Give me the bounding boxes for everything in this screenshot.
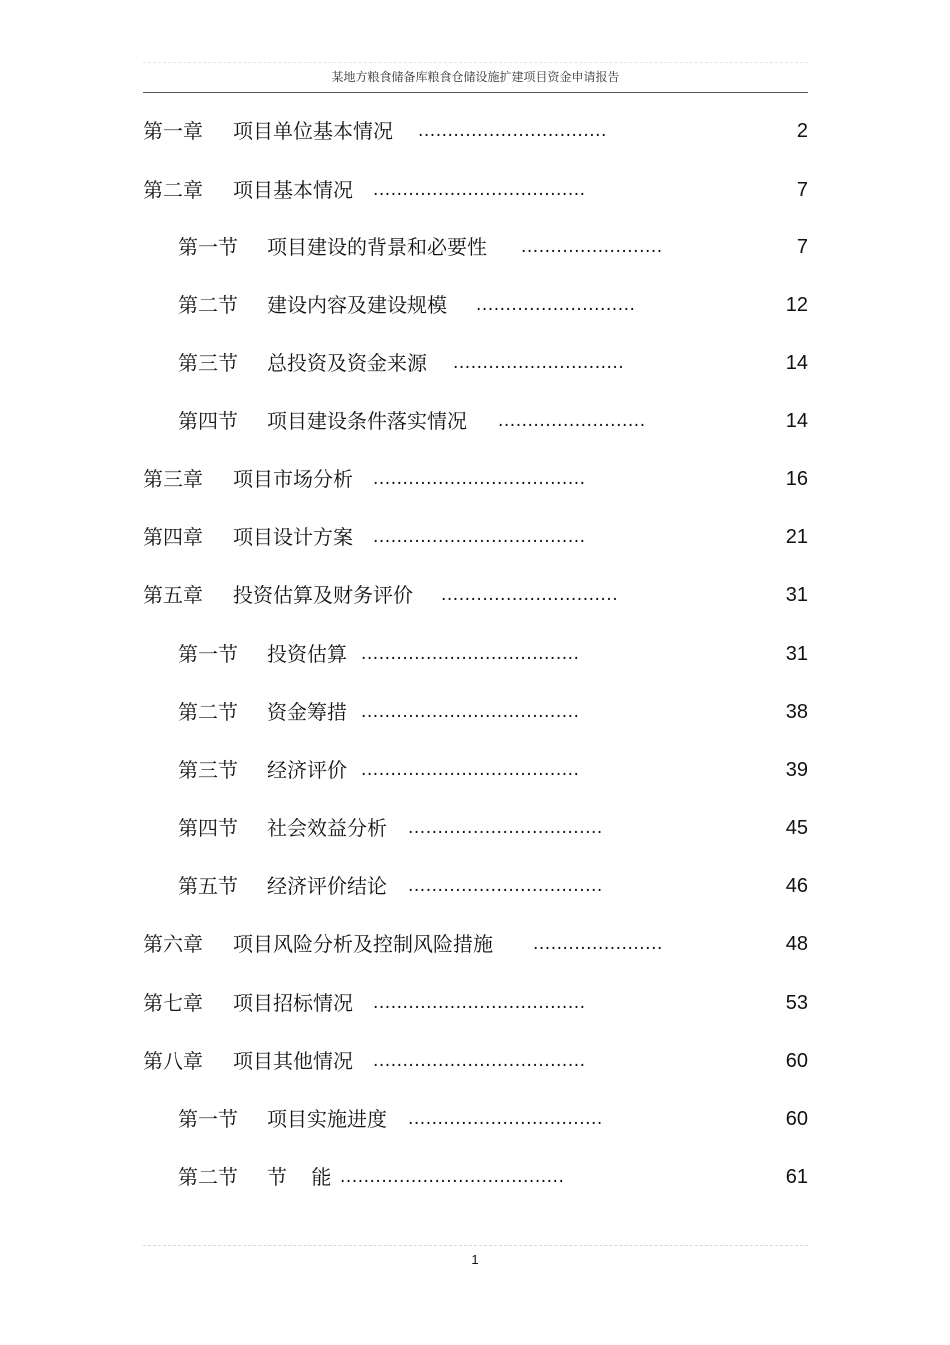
toc-entry-title: 项目基本情况 bbox=[233, 178, 353, 202]
toc-entry-page: 61 bbox=[785, 1166, 808, 1188]
toc-entry-leader: .................................... bbox=[373, 1051, 586, 1071]
toc-entry-leader: ...................... bbox=[533, 934, 663, 954]
toc-entry-page: 7 bbox=[796, 236, 808, 258]
toc-entry-leader: ................................. bbox=[408, 876, 603, 896]
toc-entry-leader: ........................ bbox=[521, 237, 663, 257]
toc-entry-leader: .............................. bbox=[441, 585, 619, 605]
toc-entry-number: 第一章 bbox=[143, 119, 203, 143]
toc-entry-leader: .................................... bbox=[373, 527, 586, 547]
toc-entry-leader: ...................................... bbox=[340, 1167, 565, 1187]
toc-entry-number: 第三节 bbox=[178, 758, 238, 782]
toc-entry-number: 第一节 bbox=[178, 1107, 238, 1131]
footer-rule bbox=[143, 1245, 808, 1246]
toc-entry-leader: .................................... bbox=[373, 993, 586, 1013]
toc-entry-title: 项目风险分析及控制风险措施 bbox=[233, 932, 493, 956]
toc-entry-number: 第二节 bbox=[178, 700, 238, 724]
toc-entry-leader: ................................. bbox=[408, 1109, 603, 1129]
toc-entry[interactable] bbox=[143, 406, 808, 436]
toc-entry-title: 投资估算 bbox=[267, 642, 347, 666]
toc-entry-title: 经济评价 bbox=[267, 758, 347, 782]
toc-entry-title: 项目单位基本情况 bbox=[233, 119, 393, 143]
toc-entry-title: 项目设计方案 bbox=[233, 525, 353, 549]
toc-entry[interactable] bbox=[143, 464, 808, 494]
toc-entry[interactable] bbox=[143, 232, 808, 262]
toc-entry-page: 7 bbox=[796, 179, 808, 201]
page-number: 1 bbox=[471, 1252, 479, 1267]
toc-entry[interactable] bbox=[143, 988, 808, 1018]
toc-entry-number: 第七章 bbox=[143, 991, 203, 1015]
toc-entry[interactable] bbox=[143, 755, 808, 785]
toc-entry-leader: ......................... bbox=[498, 411, 646, 431]
toc-entry[interactable] bbox=[143, 290, 808, 320]
toc-entry[interactable] bbox=[143, 1046, 808, 1076]
running-header: 某地方粮食储备库粮食仓储设施扩建项目资金申请报告 bbox=[331, 70, 620, 84]
toc-entry-page: 53 bbox=[785, 992, 808, 1014]
toc-entry-page: 12 bbox=[785, 294, 808, 316]
toc-entry-leader: ................................. bbox=[408, 818, 603, 838]
toc-entry-page: 14 bbox=[785, 410, 808, 432]
toc-entry[interactable] bbox=[143, 522, 808, 552]
toc-entry-page: 60 bbox=[785, 1050, 808, 1072]
toc-entry-number: 第四章 bbox=[143, 525, 203, 549]
toc-entry-number: 第二章 bbox=[143, 178, 203, 202]
toc-entry-title: 节 能 bbox=[267, 1165, 332, 1189]
toc-entry-number: 第四节 bbox=[178, 816, 238, 840]
toc-entry-title: 项目建设条件落实情况 bbox=[267, 409, 467, 433]
toc-entry-leader: ................................ bbox=[418, 121, 607, 141]
toc-entry-page: 31 bbox=[785, 584, 808, 606]
toc-entry-leader: ............................. bbox=[453, 353, 625, 373]
toc-entry-page: 14 bbox=[785, 352, 808, 374]
toc-entry-number: 第三章 bbox=[143, 467, 203, 491]
toc-entry-title: 项目招标情况 bbox=[233, 991, 353, 1015]
toc-entry[interactable] bbox=[143, 580, 808, 610]
toc-entry-title: 资金筹措 bbox=[267, 700, 347, 724]
toc-entry-title: 社会效益分析 bbox=[267, 816, 387, 840]
toc-entry[interactable] bbox=[143, 813, 808, 843]
toc-entry-page: 16 bbox=[785, 468, 808, 490]
toc-entry-number: 第四节 bbox=[178, 409, 238, 433]
toc-entry-number: 第五章 bbox=[143, 583, 203, 607]
toc-entry[interactable] bbox=[143, 871, 808, 901]
toc-entry-title: 经济评价结论 bbox=[267, 874, 387, 898]
toc-entry-page: 31 bbox=[785, 643, 808, 665]
toc-entry-number: 第二节 bbox=[178, 293, 238, 317]
toc-entry-page: 60 bbox=[785, 1108, 808, 1130]
toc-entry-title: 项目建设的背景和必要性 bbox=[267, 235, 487, 259]
toc-entry-leader: ..................................... bbox=[361, 702, 580, 722]
toc-entry[interactable] bbox=[143, 639, 808, 669]
toc-entry-number: 第五节 bbox=[178, 874, 238, 898]
toc-entry-number: 第六章 bbox=[143, 932, 203, 956]
toc-entry-page: 46 bbox=[785, 875, 808, 897]
toc-entry-leader: ........................... bbox=[476, 295, 636, 315]
toc-entry-page: 21 bbox=[785, 526, 808, 548]
toc-entry-page: 45 bbox=[785, 817, 808, 839]
toc-entry[interactable] bbox=[143, 697, 808, 727]
toc-entry-leader: ..................................... bbox=[361, 760, 580, 780]
toc-entry[interactable] bbox=[143, 348, 808, 378]
toc-entry-title: 项目市场分析 bbox=[233, 467, 353, 491]
toc-entry[interactable] bbox=[143, 1104, 808, 1134]
toc-entry-title: 项目实施进度 bbox=[267, 1107, 387, 1131]
toc-entry[interactable] bbox=[143, 175, 808, 205]
toc-entry-leader: ..................................... bbox=[361, 644, 580, 664]
toc-entry-leader: .................................... bbox=[373, 180, 586, 200]
toc-entry-number: 第一节 bbox=[178, 235, 238, 259]
toc-entry-title: 总投资及资金来源 bbox=[267, 351, 427, 375]
toc-entry-number: 第三节 bbox=[178, 351, 238, 375]
toc-entry-number: 第二节 bbox=[178, 1165, 238, 1189]
toc-entry-title: 建设内容及建设规模 bbox=[267, 293, 447, 317]
toc-entry-number: 第一节 bbox=[178, 642, 238, 666]
toc-entry-page: 2 bbox=[796, 120, 808, 142]
toc-entry[interactable] bbox=[143, 1162, 808, 1192]
toc-entry-page: 38 bbox=[785, 701, 808, 723]
toc-entry-page: 48 bbox=[785, 933, 808, 955]
toc-entry-leader: .................................... bbox=[373, 469, 586, 489]
header-rule bbox=[143, 92, 808, 93]
toc-entry[interactable] bbox=[143, 116, 808, 146]
toc-entry[interactable] bbox=[143, 929, 808, 959]
toc-entry-page: 39 bbox=[785, 759, 808, 781]
toc-entry-number: 第八章 bbox=[143, 1049, 203, 1073]
toc-entry-title: 项目其他情况 bbox=[233, 1049, 353, 1073]
header-top-rule bbox=[143, 62, 808, 63]
toc-entry-title: 投资估算及财务评价 bbox=[233, 583, 413, 607]
